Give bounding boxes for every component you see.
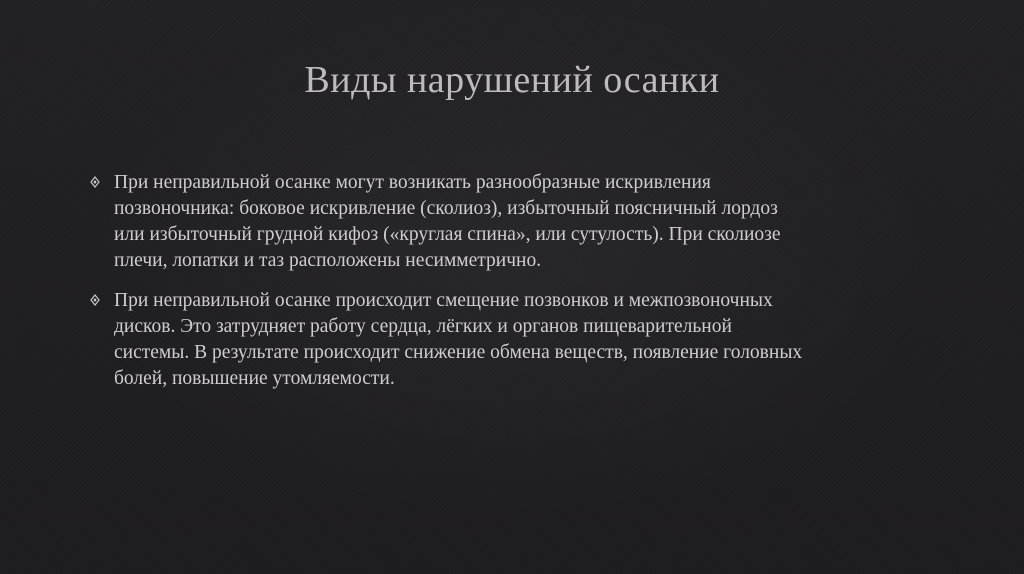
slide-title: Виды нарушений осанки (304, 59, 720, 101)
diamond-bullet-icon (88, 172, 102, 192)
diamond-bullet-icon (88, 290, 102, 310)
bullet-text: При неправильной осанке происходит смещение позвонков и межпозвоночных дисков. Это затрудняет работу сердца, лёгких и органов пищеварительной системы. В результате происходит снижение обмена веществ, появление головных болей, повышение утомляемости. (114, 290, 803, 389)
bullet-item (88, 170, 948, 274)
bullet-text: При неправильной осанке могут возникать разнообразные искривления позвоночника: боковое искривление (сколиоз), избыточный поясничный лордоз или избыточный грудной кифоз («круглая спина», или сутулость). При сколиозе плечи, лопатки и таз расположены несимметрично. (114, 172, 781, 271)
bullet-item (88, 288, 948, 392)
bullet-list (88, 170, 948, 406)
